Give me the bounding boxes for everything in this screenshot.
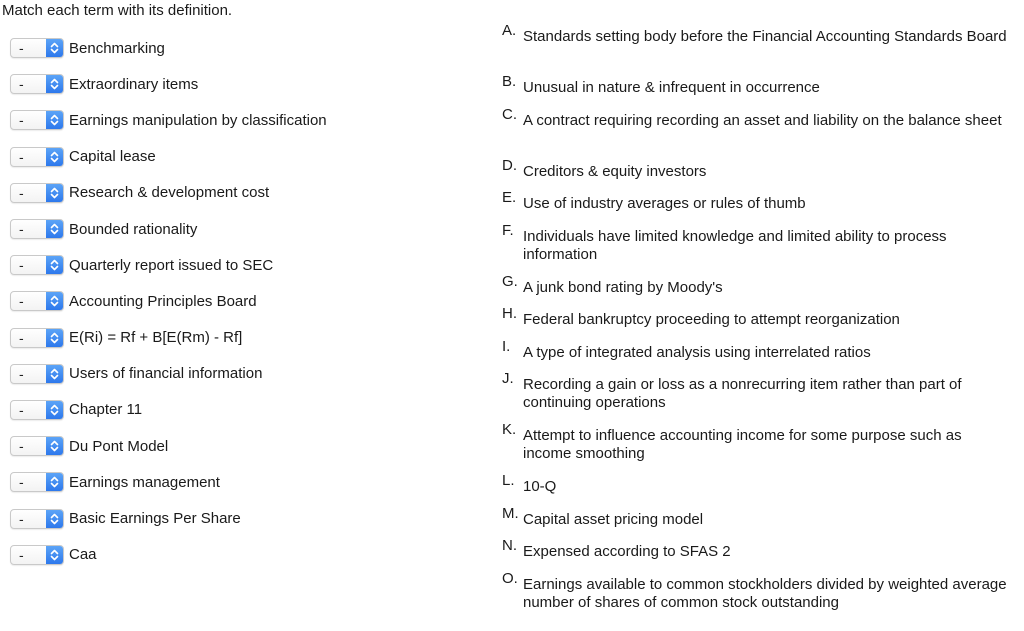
term-row: [10, 175, 480, 211]
select-value: -: [19, 293, 24, 310]
chevron-up-down-icon: [46, 148, 63, 166]
match-select[interactable]: [10, 74, 64, 94]
definition-text: Standards setting body before the Financial Accounting Standards Board: [523, 28, 1007, 45]
match-select[interactable]: [10, 38, 64, 58]
definition-letter: F.: [502, 221, 514, 239]
definition-item: [502, 537, 1007, 576]
term-row: [10, 392, 480, 428]
definition-text: Unusual in nature & infrequent in occurrence: [523, 79, 820, 96]
term-label: Capital lease: [69, 148, 156, 166]
match-select[interactable]: [10, 472, 64, 492]
definition-item: [502, 22, 1007, 79]
definition-text: Expensed according to SFAS 2: [523, 543, 731, 560]
definition-text: Creditors & equity investors: [523, 162, 707, 180]
term-label: Chapter 11: [69, 401, 143, 419]
chevron-up-down-icon: [46, 365, 63, 383]
term-row: [10, 356, 480, 392]
term-label: Bounded rationality: [69, 220, 198, 238]
match-select[interactable]: [10, 509, 64, 529]
definition-letter: J.: [502, 370, 514, 387]
term-row: [10, 500, 480, 536]
term-label: Earnings management: [69, 473, 220, 491]
definition-letter: N.: [502, 537, 517, 554]
chevron-up-down-icon: [46, 111, 63, 129]
term-row: [10, 102, 480, 138]
definition-item: [502, 472, 1007, 511]
chevron-up-down-icon: [46, 39, 63, 57]
chevron-up-down-icon: [46, 437, 63, 455]
select-value: -: [19, 401, 24, 418]
select-value: -: [19, 365, 24, 382]
definition-text: Earnings available to common stockholders divided by weighted average number of shares of common stock outstanding: [523, 575, 1007, 611]
match-select[interactable]: [10, 545, 64, 565]
chevron-up-down-icon: [46, 292, 63, 310]
definition-letter: K.: [502, 421, 517, 438]
term-label: Caa: [69, 546, 97, 564]
definition-letter: C.: [502, 105, 517, 123]
definition-text: Individuals have limited knowledge and limited ability to process information: [523, 227, 947, 263]
definition-text: A type of integrated analysis using interrelated ratios: [523, 343, 871, 361]
select-value: -: [19, 148, 24, 165]
chevron-up-down-icon: [46, 401, 63, 419]
term-row: [10, 211, 480, 247]
match-select[interactable]: [10, 183, 64, 203]
chevron-up-down-icon: [46, 329, 63, 347]
select-value: -: [19, 76, 24, 93]
definition-item: [502, 221, 1007, 279]
definition-letter: L.: [502, 472, 515, 489]
select-value: -: [19, 40, 24, 57]
definition-item: [502, 569, 1007, 627]
definition-item: [502, 421, 1007, 478]
term-label: Users of financial information: [69, 365, 263, 383]
definition-text: A contract requiring recording an asset and liability on the balance sheet: [523, 111, 1002, 129]
term-label: E(Ri) = Rf + B[E(Rm) - Rf]: [69, 329, 243, 347]
definition-item: [502, 370, 1007, 427]
term-row: [10, 464, 480, 500]
definition-item: [502, 504, 1007, 544]
match-select[interactable]: [10, 364, 64, 384]
match-select[interactable]: [10, 400, 64, 420]
term-label: Research & development cost: [69, 184, 270, 202]
term-label: Quarterly report issued to SEC: [69, 256, 274, 274]
definition-item: [502, 189, 1007, 228]
definition-text: Capital asset pricing model: [523, 510, 704, 528]
term-row: [10, 537, 480, 573]
select-value: -: [19, 221, 24, 238]
select-value: -: [19, 510, 24, 527]
definition-item: [502, 73, 1007, 112]
term-label: Extraordinary items: [69, 75, 199, 93]
chevron-up-down-icon: [46, 75, 63, 93]
definition-item: [502, 272, 1007, 312]
select-value: -: [19, 546, 24, 563]
definition-item: [502, 105, 1007, 163]
term-label: Basic Earnings Per Share: [69, 510, 241, 528]
definition-letter: M.: [502, 504, 519, 522]
definition-letter: B.: [502, 73, 517, 90]
term-label: Du Pont Model: [69, 437, 169, 455]
definition-item: [502, 305, 1007, 344]
match-select[interactable]: [10, 291, 64, 311]
definition-text: Federal bankruptcy proceeding to attempt reorganization: [523, 311, 900, 328]
definition-text: A junk bond rating by Moody's: [523, 278, 723, 296]
select-value: -: [19, 112, 24, 129]
chevron-up-down-icon: [46, 220, 63, 238]
select-value: -: [19, 257, 24, 274]
definition-letter: G.: [502, 272, 518, 290]
instruction-text: Match each term with its definition.: [2, 2, 233, 19]
definition-text: Recording a gain or loss as a nonrecurring item rather than part of continuing operations: [523, 376, 962, 411]
chevron-up-down-icon: [46, 256, 63, 274]
term-label: Earnings manipulation by classification: [69, 111, 327, 129]
select-value: -: [19, 474, 24, 491]
definitions-list: [502, 22, 1007, 627]
definition-letter: H.: [502, 305, 517, 322]
chevron-up-down-icon: [46, 510, 63, 528]
term-row: [10, 320, 480, 356]
match-select[interactable]: [10, 219, 64, 239]
definition-letter: E.: [502, 189, 517, 206]
definition-item: [502, 156, 1007, 196]
term-row: [10, 283, 480, 319]
definition-item: [502, 337, 1007, 377]
match-select[interactable]: [10, 110, 64, 130]
match-select[interactable]: [10, 255, 64, 275]
term-row: [10, 247, 480, 283]
term-row: [10, 139, 480, 175]
match-select[interactable]: [10, 328, 64, 348]
definition-text: Attempt to influence accounting income for some purpose such as income smoothing: [523, 427, 962, 462]
definition-letter: I.: [502, 337, 511, 355]
select-value: -: [19, 438, 24, 455]
chevron-up-down-icon: [46, 546, 63, 564]
match-select[interactable]: [10, 147, 64, 167]
definition-letter: D.: [502, 156, 517, 174]
term-label: Benchmarking: [69, 39, 165, 57]
terms-list: [10, 30, 480, 573]
select-value: -: [19, 184, 24, 201]
chevron-up-down-icon: [46, 184, 63, 202]
term-row: [10, 428, 480, 464]
term-row: [10, 66, 480, 102]
match-select[interactable]: [10, 436, 64, 456]
definition-text: 10-Q: [523, 478, 557, 495]
select-value: -: [19, 329, 24, 346]
chevron-up-down-icon: [46, 473, 63, 491]
definition-letter: O.: [502, 569, 518, 587]
term-row: [10, 30, 480, 66]
term-label: Accounting Principles Board: [69, 292, 257, 310]
definition-text: Use of industry averages or rules of thumb: [523, 195, 806, 212]
definition-letter: A.: [502, 22, 517, 39]
